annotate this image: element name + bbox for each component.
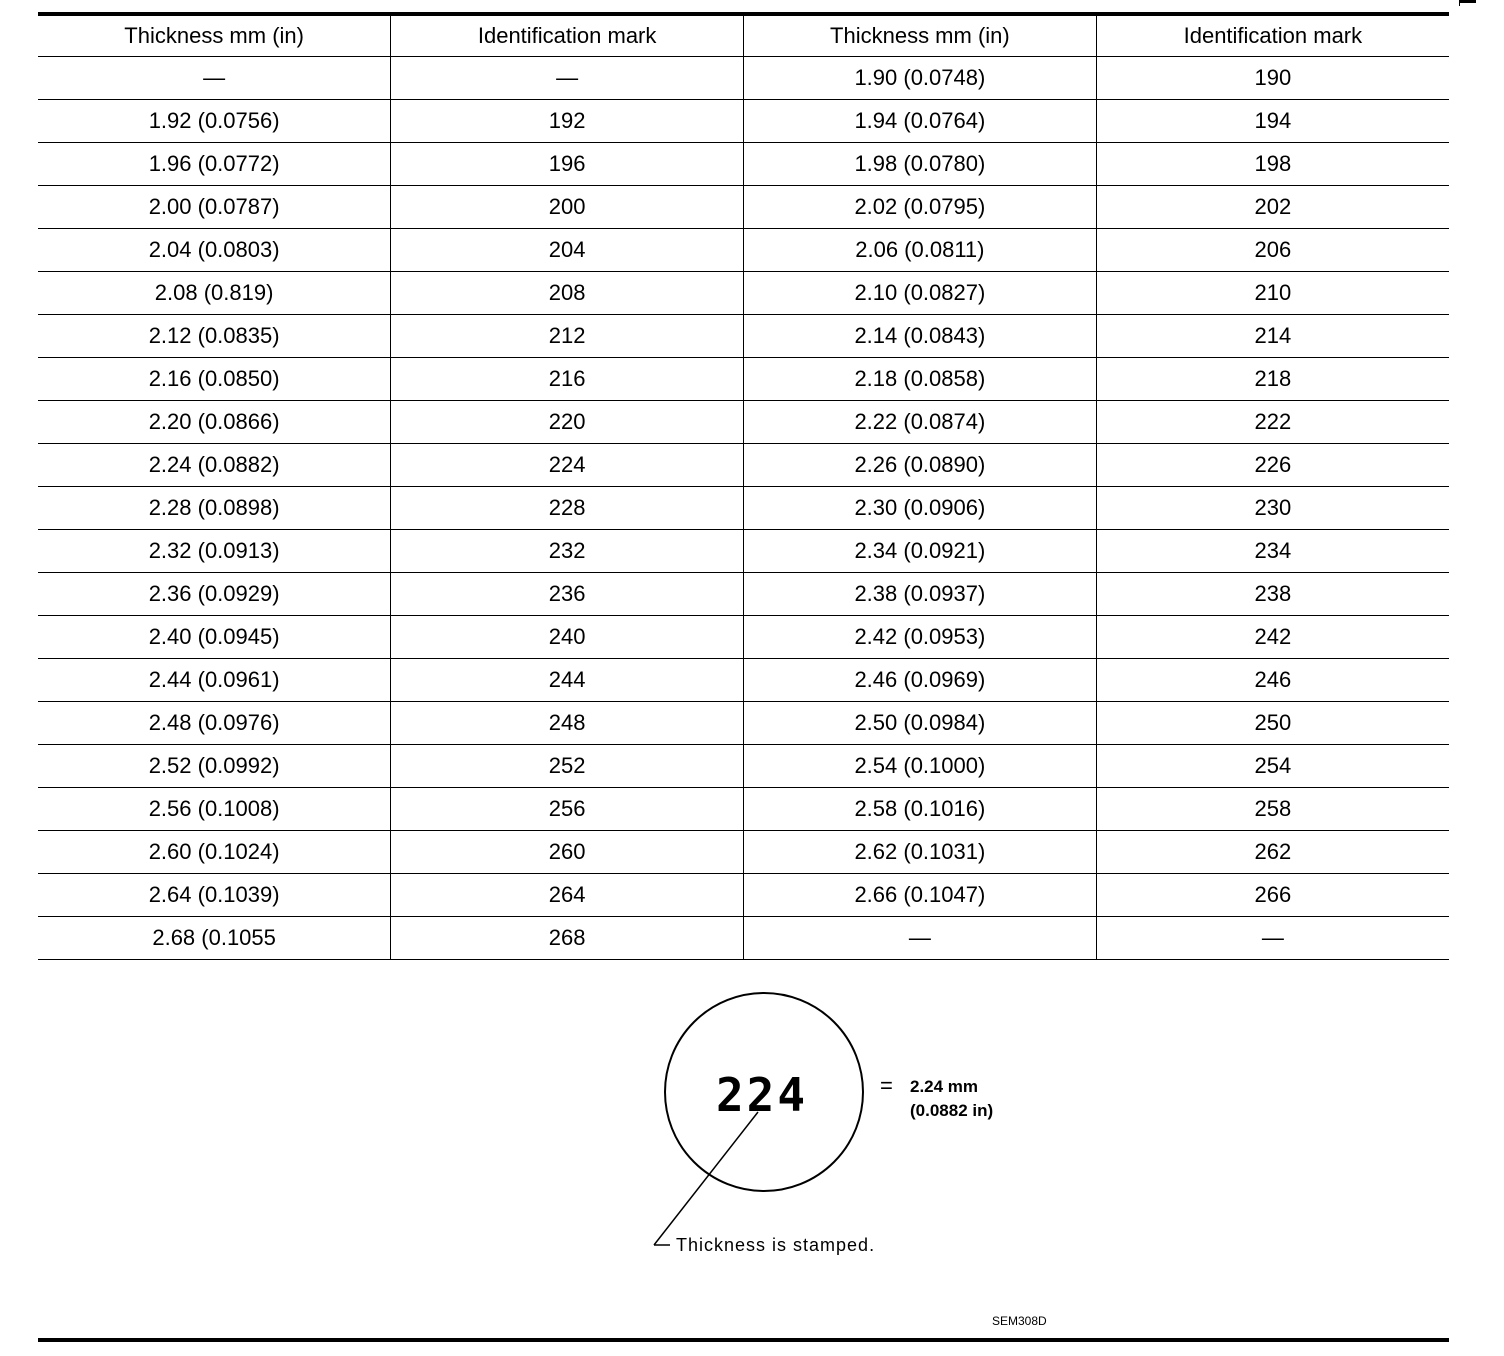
- cell-mark-2: 190: [1096, 57, 1449, 100]
- cell-thickness-2: 2.66 (0.1047): [744, 874, 1097, 917]
- cell-mark-1: 240: [391, 616, 744, 659]
- table-row: [38, 659, 1449, 702]
- cell-mark-2: 222: [1096, 401, 1449, 444]
- cell-mark-2: 206: [1096, 229, 1449, 272]
- cell-thickness-2: 2.38 (0.0937): [744, 573, 1097, 616]
- cell-mark-2: 226: [1096, 444, 1449, 487]
- cell-mark-1: 212: [391, 315, 744, 358]
- cell-thickness-2: 1.98 (0.0780): [744, 143, 1097, 186]
- cell-thickness-2: 1.94 (0.0764): [744, 100, 1097, 143]
- cell-thickness-1: 2.40 (0.0945): [38, 616, 391, 659]
- cell-mark-1: 220: [391, 401, 744, 444]
- cell-thickness-2: 2.18 (0.0858): [744, 358, 1097, 401]
- cell-thickness-1: 2.00 (0.0787): [38, 186, 391, 229]
- table-row: [38, 358, 1449, 401]
- table-row: [38, 444, 1449, 487]
- table-row: [38, 57, 1449, 100]
- cell-mark-2: 202: [1096, 186, 1449, 229]
- cell-mark-1: 228: [391, 487, 744, 530]
- stamp-figure: [600, 980, 1060, 1270]
- cell-thickness-1: 2.64 (0.1039): [38, 874, 391, 917]
- cell-thickness-1: 2.32 (0.0913): [38, 530, 391, 573]
- cell-thickness-2: 2.50 (0.0984): [744, 702, 1097, 745]
- header-mark-1: Identification mark: [391, 14, 744, 57]
- cell-mark-2: 194: [1096, 100, 1449, 143]
- cell-mark-2: 262: [1096, 831, 1449, 874]
- stamp-number: 224: [715, 1068, 809, 1122]
- figure-code: SEM308D: [992, 1314, 1047, 1328]
- cell-mark-1: 252: [391, 745, 744, 788]
- table-row: [38, 745, 1449, 788]
- cell-thickness-2: 1.90 (0.0748): [744, 57, 1097, 100]
- cell-mark-2: 234: [1096, 530, 1449, 573]
- cell-thickness-1: 2.36 (0.0929): [38, 573, 391, 616]
- cell-thickness-1: 2.48 (0.0976): [38, 702, 391, 745]
- cell-mark-2: 218: [1096, 358, 1449, 401]
- cell-mark-1: 216: [391, 358, 744, 401]
- corner-mark: [1460, 0, 1476, 3]
- cell-thickness-1: 2.28 (0.0898): [38, 487, 391, 530]
- cell-mark-1: 224: [391, 444, 744, 487]
- value-in: (0.0882 in): [910, 1101, 994, 1120]
- table-row: [38, 487, 1449, 530]
- bottom-rule: [38, 1338, 1449, 1342]
- cell-thickness-2: —: [744, 917, 1097, 960]
- header-row: [38, 14, 1449, 57]
- cell-thickness-2: 2.46 (0.0969): [744, 659, 1097, 702]
- cell-mark-1: 236: [391, 573, 744, 616]
- table-row: [38, 315, 1449, 358]
- header-mark-2: Identification mark: [1096, 14, 1449, 57]
- value-mm: 2.24 mm: [910, 1077, 979, 1096]
- cell-thickness-1: 2.56 (0.1008): [38, 788, 391, 831]
- cell-mark-1: 232: [391, 530, 744, 573]
- cell-mark-1: 268: [391, 917, 744, 960]
- cell-mark-1: 260: [391, 831, 744, 874]
- cell-mark-1: 264: [391, 874, 744, 917]
- table-row: [38, 917, 1449, 960]
- cell-mark-1: 196: [391, 143, 744, 186]
- cell-thickness-2: 2.22 (0.0874): [744, 401, 1097, 444]
- cell-thickness-1: 1.92 (0.0756): [38, 100, 391, 143]
- cell-thickness-2: 2.34 (0.0921): [744, 530, 1097, 573]
- cell-thickness-1: 1.96 (0.0772): [38, 143, 391, 186]
- cell-mark-1: 248: [391, 702, 744, 745]
- cell-thickness-2: 2.26 (0.0890): [744, 444, 1097, 487]
- cell-thickness-1: 2.60 (0.1024): [38, 831, 391, 874]
- table-row: [38, 702, 1449, 745]
- table-row: [38, 874, 1449, 917]
- cell-mark-1: —: [391, 57, 744, 100]
- cell-thickness-2: 2.14 (0.0843): [744, 315, 1097, 358]
- header-thickness-2: Thickness mm (in): [744, 14, 1097, 57]
- cell-mark-2: —: [1096, 917, 1449, 960]
- cell-thickness-2: 2.30 (0.0906): [744, 487, 1097, 530]
- cell-mark-2: 258: [1096, 788, 1449, 831]
- cell-mark-1: 204: [391, 229, 744, 272]
- thickness-table: [38, 12, 1449, 960]
- cell-mark-1: 208: [391, 272, 744, 315]
- cell-mark-2: 242: [1096, 616, 1449, 659]
- table-body: [38, 57, 1449, 960]
- equals-sign: =: [880, 1073, 893, 1098]
- table-row: [38, 616, 1449, 659]
- table-row: [38, 143, 1449, 186]
- cell-mark-2: 230: [1096, 487, 1449, 530]
- cell-thickness-2: 2.06 (0.0811): [744, 229, 1097, 272]
- cell-mark-1: 200: [391, 186, 744, 229]
- table-row: [38, 530, 1449, 573]
- table-row: [38, 401, 1449, 444]
- cell-mark-2: 266: [1096, 874, 1449, 917]
- cell-mark-1: 192: [391, 100, 744, 143]
- table-row: [38, 272, 1449, 315]
- cell-mark-2: 210: [1096, 272, 1449, 315]
- cell-thickness-2: 2.54 (0.1000): [744, 745, 1097, 788]
- table-row: [38, 229, 1449, 272]
- cell-thickness-1: 2.44 (0.0961): [38, 659, 391, 702]
- cell-thickness-1: 2.68 (0.1055: [38, 917, 391, 960]
- cell-thickness-2: 2.58 (0.1016): [744, 788, 1097, 831]
- table-row: [38, 831, 1449, 874]
- cell-thickness-2: 2.42 (0.0953): [744, 616, 1097, 659]
- table-row: [38, 186, 1449, 229]
- cell-thickness-1: 2.52 (0.0992): [38, 745, 391, 788]
- cell-mark-2: 250: [1096, 702, 1449, 745]
- table-row: [38, 100, 1449, 143]
- cell-thickness-1: 2.16 (0.0850): [38, 358, 391, 401]
- cell-mark-2: 214: [1096, 315, 1449, 358]
- cell-thickness-2: 2.02 (0.0795): [744, 186, 1097, 229]
- cell-mark-2: 198: [1096, 143, 1449, 186]
- cell-thickness-2: 2.62 (0.1031): [744, 831, 1097, 874]
- cell-mark-1: 244: [391, 659, 744, 702]
- cell-mark-1: 256: [391, 788, 744, 831]
- cell-thickness-1: —: [38, 57, 391, 100]
- callout-text: Thickness is stamped.: [676, 1235, 876, 1255]
- cell-mark-2: 246: [1096, 659, 1449, 702]
- cell-thickness-1: 2.04 (0.0803): [38, 229, 391, 272]
- header-thickness-1: Thickness mm (in): [38, 14, 391, 57]
- table-row: [38, 788, 1449, 831]
- cell-mark-2: 254: [1096, 745, 1449, 788]
- cell-thickness-1: 2.24 (0.0882): [38, 444, 391, 487]
- cell-thickness-1: 2.08 (0.819): [38, 272, 391, 315]
- table-row: [38, 573, 1449, 616]
- cell-mark-2: 238: [1096, 573, 1449, 616]
- cell-thickness-1: 2.20 (0.0866): [38, 401, 391, 444]
- cell-thickness-2: 2.10 (0.0827): [744, 272, 1097, 315]
- cell-thickness-1: 2.12 (0.0835): [38, 315, 391, 358]
- callout-leader: [654, 1112, 758, 1245]
